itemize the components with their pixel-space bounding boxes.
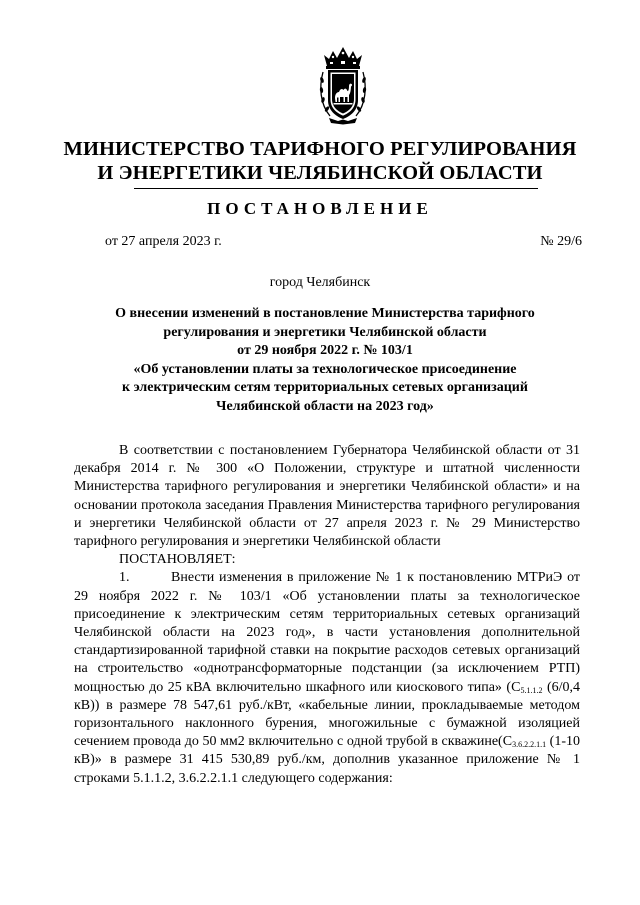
title-line: регулирования и энергетики Челябинской области <box>163 324 487 340</box>
title-line: к электрическим сетям территориальных сетевых организаций <box>122 380 528 395</box>
item-1-text-part2: (6/0,4 кВ)) в размере 78 547,61 руб./кВт, «кабельные линии, прокладываемые методом горизонтального наклонного бурения, многожильные с бумажной изоляцией сечением провода до 50 мм2 включительно с одной трубой в скважине(С <box>74 679 580 750</box>
title-line: от 29 ноября 2022 г. № 103/1 <box>237 343 413 358</box>
ministry-name-line2: И ЭНЕРГЕТИКИ ЧЕЛЯБИНСКОЙ ОБЛАСТИ <box>97 162 543 184</box>
title-line: Челябинской области на 2023 год» <box>216 398 434 414</box>
item-1-text-part3: (1-10 кВ)» в размере 31 415 530,89 руб./км, дополнив указанное приложение № 1 строками 5.1.1.2, 3.6.2.2.1.1 следующего содержания: <box>74 734 580 786</box>
decree-body <box>74 442 580 788</box>
chelyabinsk-coat-of-arms-icon <box>318 42 368 126</box>
item-1-paragraph <box>74 569 580 787</box>
issue-city: город Челябинск <box>269 275 371 290</box>
title-line: «Об установлении платы за технологическое присоединение <box>133 361 517 377</box>
item-1-text-part1: Внести изменения в приложение № 1 к постановлению МТРиЭ от 29 ноября 2022 г. № 103/1 «Об установлении платы за технологическое присоединение к электрическим сетям территориальных сетевых организаций Челябинской области на 2023 год», в части установления дополнительной стандартизированной тарифной ставки на покрытие расходов сетевых организаций на строительство «однотрансформаторные подстанции (за исключением РТП) мощностью до 25 кВА включительно шкафного или киоскового типа» (С <box>74 570 580 695</box>
preamble-paragraph: В соответствии с постановлением Губернатора Челябинской области от 31 декабря 2014 г. № 300 «О Положении, структуре и штатной численности Министерства тарифного регулирования и энергетики Челябинской области» и на основании протокола заседания Правления Министерства тарифного регулирования и энергетики Челябинской области от 27 апреля 2023 г. № 29 Министерство тарифного регулирования и энергетики Челябинской области <box>74 443 580 550</box>
resolves-heading: ПОСТАНОВЛЯЕТ: <box>119 552 236 568</box>
rate-code-subscript: 5.1.1.2 <box>520 685 543 695</box>
title-line: О внесении изменений в постановление Министерства тарифного <box>115 306 535 321</box>
header-underline <box>134 188 538 189</box>
decree-number: № 29/6 <box>540 234 582 249</box>
item-1-number: 1. <box>119 570 130 586</box>
ministry-name-line1: МИНИСТЕРСТВО ТАРИФНОГО РЕГУЛИРОВАНИЯ <box>63 138 577 160</box>
document-type: ПОСТАНОВЛЕНИЕ <box>207 199 433 218</box>
decree-date: от 27 апреля 2023 г. <box>105 234 222 249</box>
rate-code-subscript: 3.6.2.2.1.1 <box>512 740 547 750</box>
decree-title <box>60 305 590 416</box>
